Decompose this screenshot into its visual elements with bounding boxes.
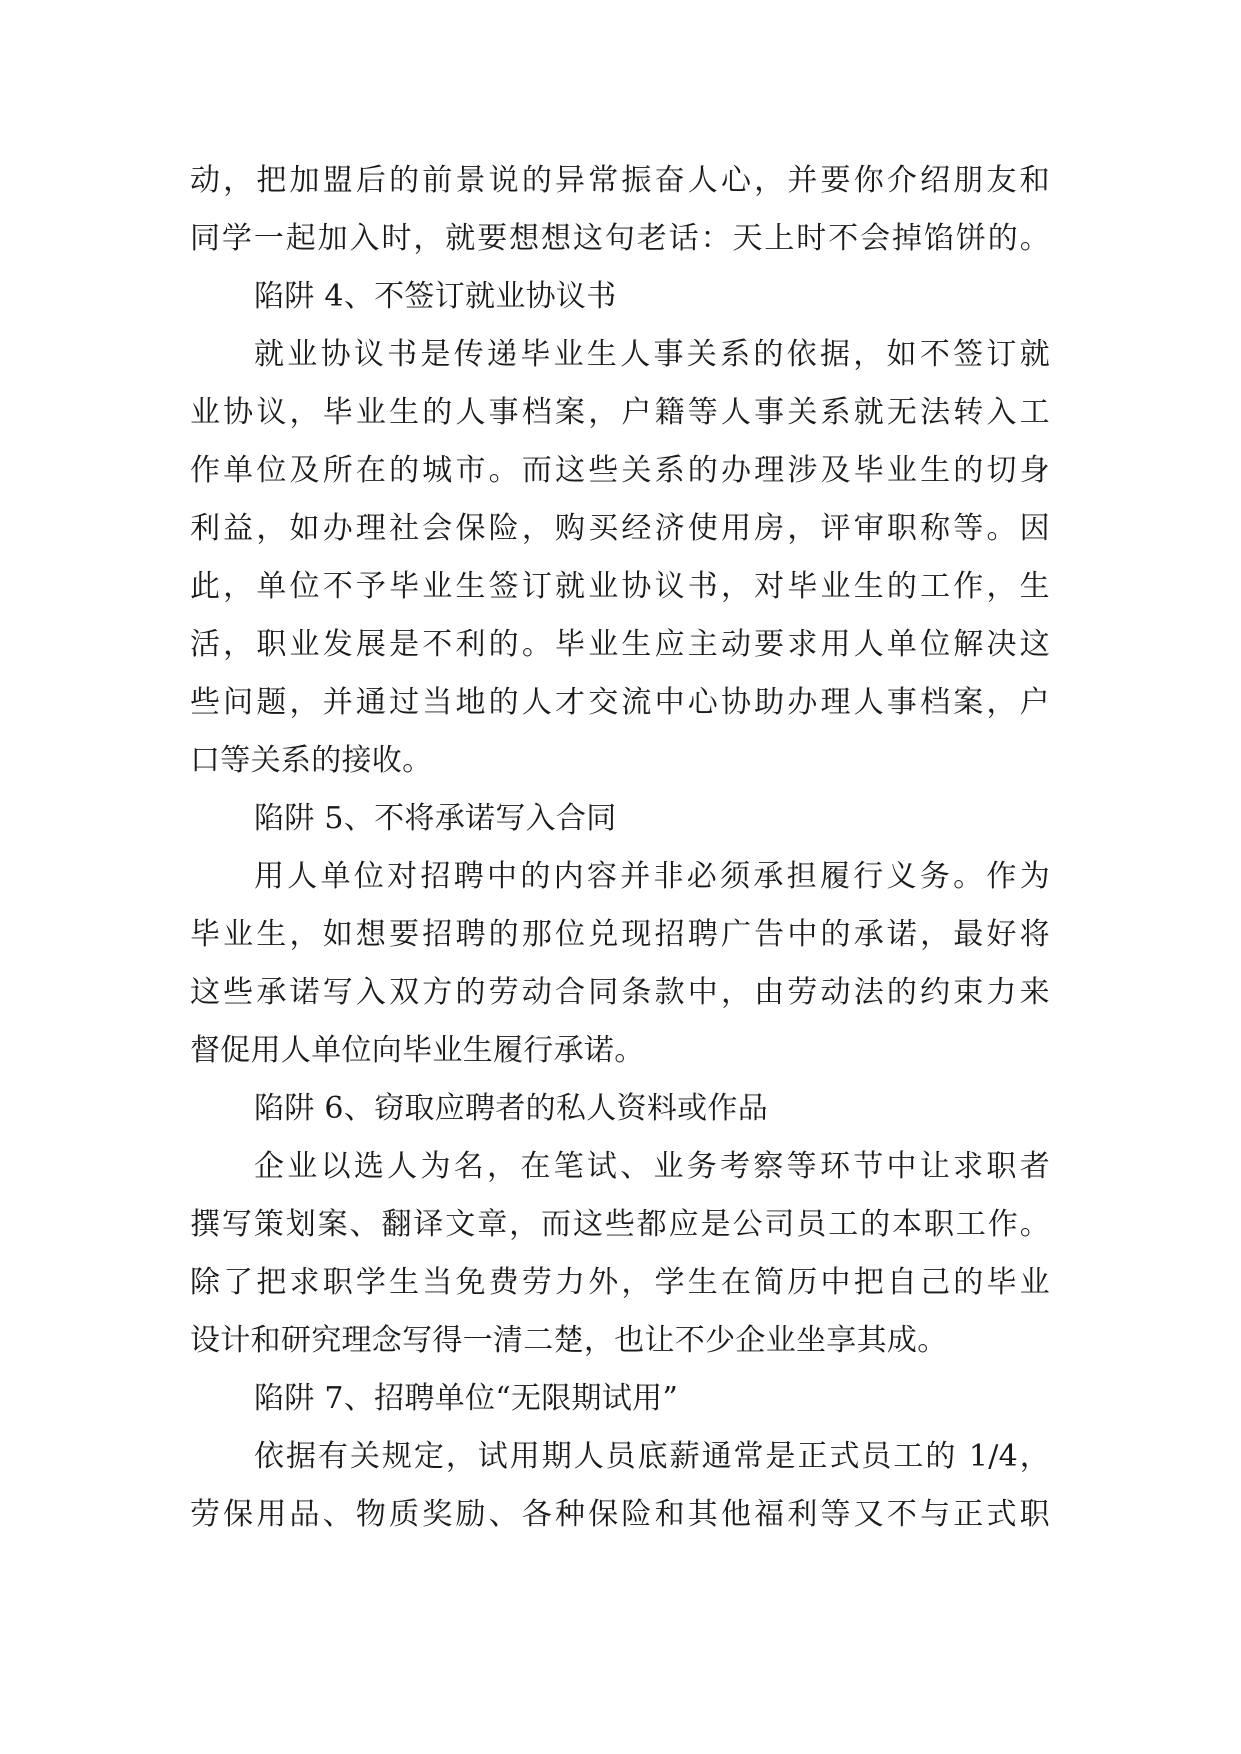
section-heading: 陷阱 4、不签订就业协议书 xyxy=(254,279,617,314)
text-line: 动，把加盟后的前景说的异常振奋人心，并要你介绍朋友和 xyxy=(190,163,1050,198)
text-line: 劳保用品、物质奖励、各种保险和其他福利等又不与正式职 xyxy=(190,1497,1050,1532)
text-line: 撰写策划案、翻译文章，而这些都应是公司员工的本职工作。 xyxy=(190,1207,1050,1242)
text-line: 就业协议书是传递毕业生人事关系的依据，如不签订就 xyxy=(254,337,1050,372)
document-body xyxy=(190,152,1050,1544)
text-line: 依据有关规定，试用期人员底薪通常是正式员工的 1/4， xyxy=(254,1439,1050,1474)
text-line: 企业以选人为名，在笔试、业务考察等环节中让求职者 xyxy=(254,1149,1050,1184)
text-line: 设计和研究理念写得一清二楚，也让不少企业坐享其成。 xyxy=(190,1323,948,1358)
text-line: 这些承诺写入双方的劳动合同条款中，由劳动法的约束力来 xyxy=(190,975,1050,1010)
text-line: 此，单位不予毕业生签订就业协议书，对毕业生的工作，生 xyxy=(190,569,1050,604)
section-heading: 陷阱 5、不将承诺写入合同 xyxy=(254,801,617,836)
section-heading: 陷阱 6、窃取应聘者的私人资料或作品 xyxy=(254,1091,769,1126)
section-heading: 陷阱 7、招聘单位“无限期试用” xyxy=(254,1381,679,1416)
text-line: 利益，如办理社会保险，购买经济使用房，评审职称等。因 xyxy=(190,511,1050,546)
text-line: 同学一起加入时，就要想想这句老话：天上时不会掉馅饼的。 xyxy=(190,221,1050,256)
text-line: 些问题，并通过当地的人才交流中心协助办理人事档案，户 xyxy=(190,685,1050,720)
text-line: 除了把求职学生当免费劳力外，学生在简历中把自己的毕业 xyxy=(190,1265,1050,1300)
text-line: 用人单位对招聘中的内容并非必须承担履行义务。作为 xyxy=(254,859,1050,894)
text-line: 活，职业发展是不利的。毕业生应主动要求用人单位解决这 xyxy=(190,627,1050,662)
text-line: 业协议，毕业生的人事档案，户籍等人事关系就无法转入工 xyxy=(190,395,1050,430)
text-line: 作单位及所在的城市。而这些关系的办理涉及毕业生的切身 xyxy=(190,453,1050,488)
text-line: 毕业生，如想要招聘的那位兑现招聘广告中的承诺，最好将 xyxy=(190,917,1050,952)
text-line: 督促用人单位向毕业生履行承诺。 xyxy=(190,1033,645,1068)
text-line: 口等关系的接收。 xyxy=(190,743,433,778)
